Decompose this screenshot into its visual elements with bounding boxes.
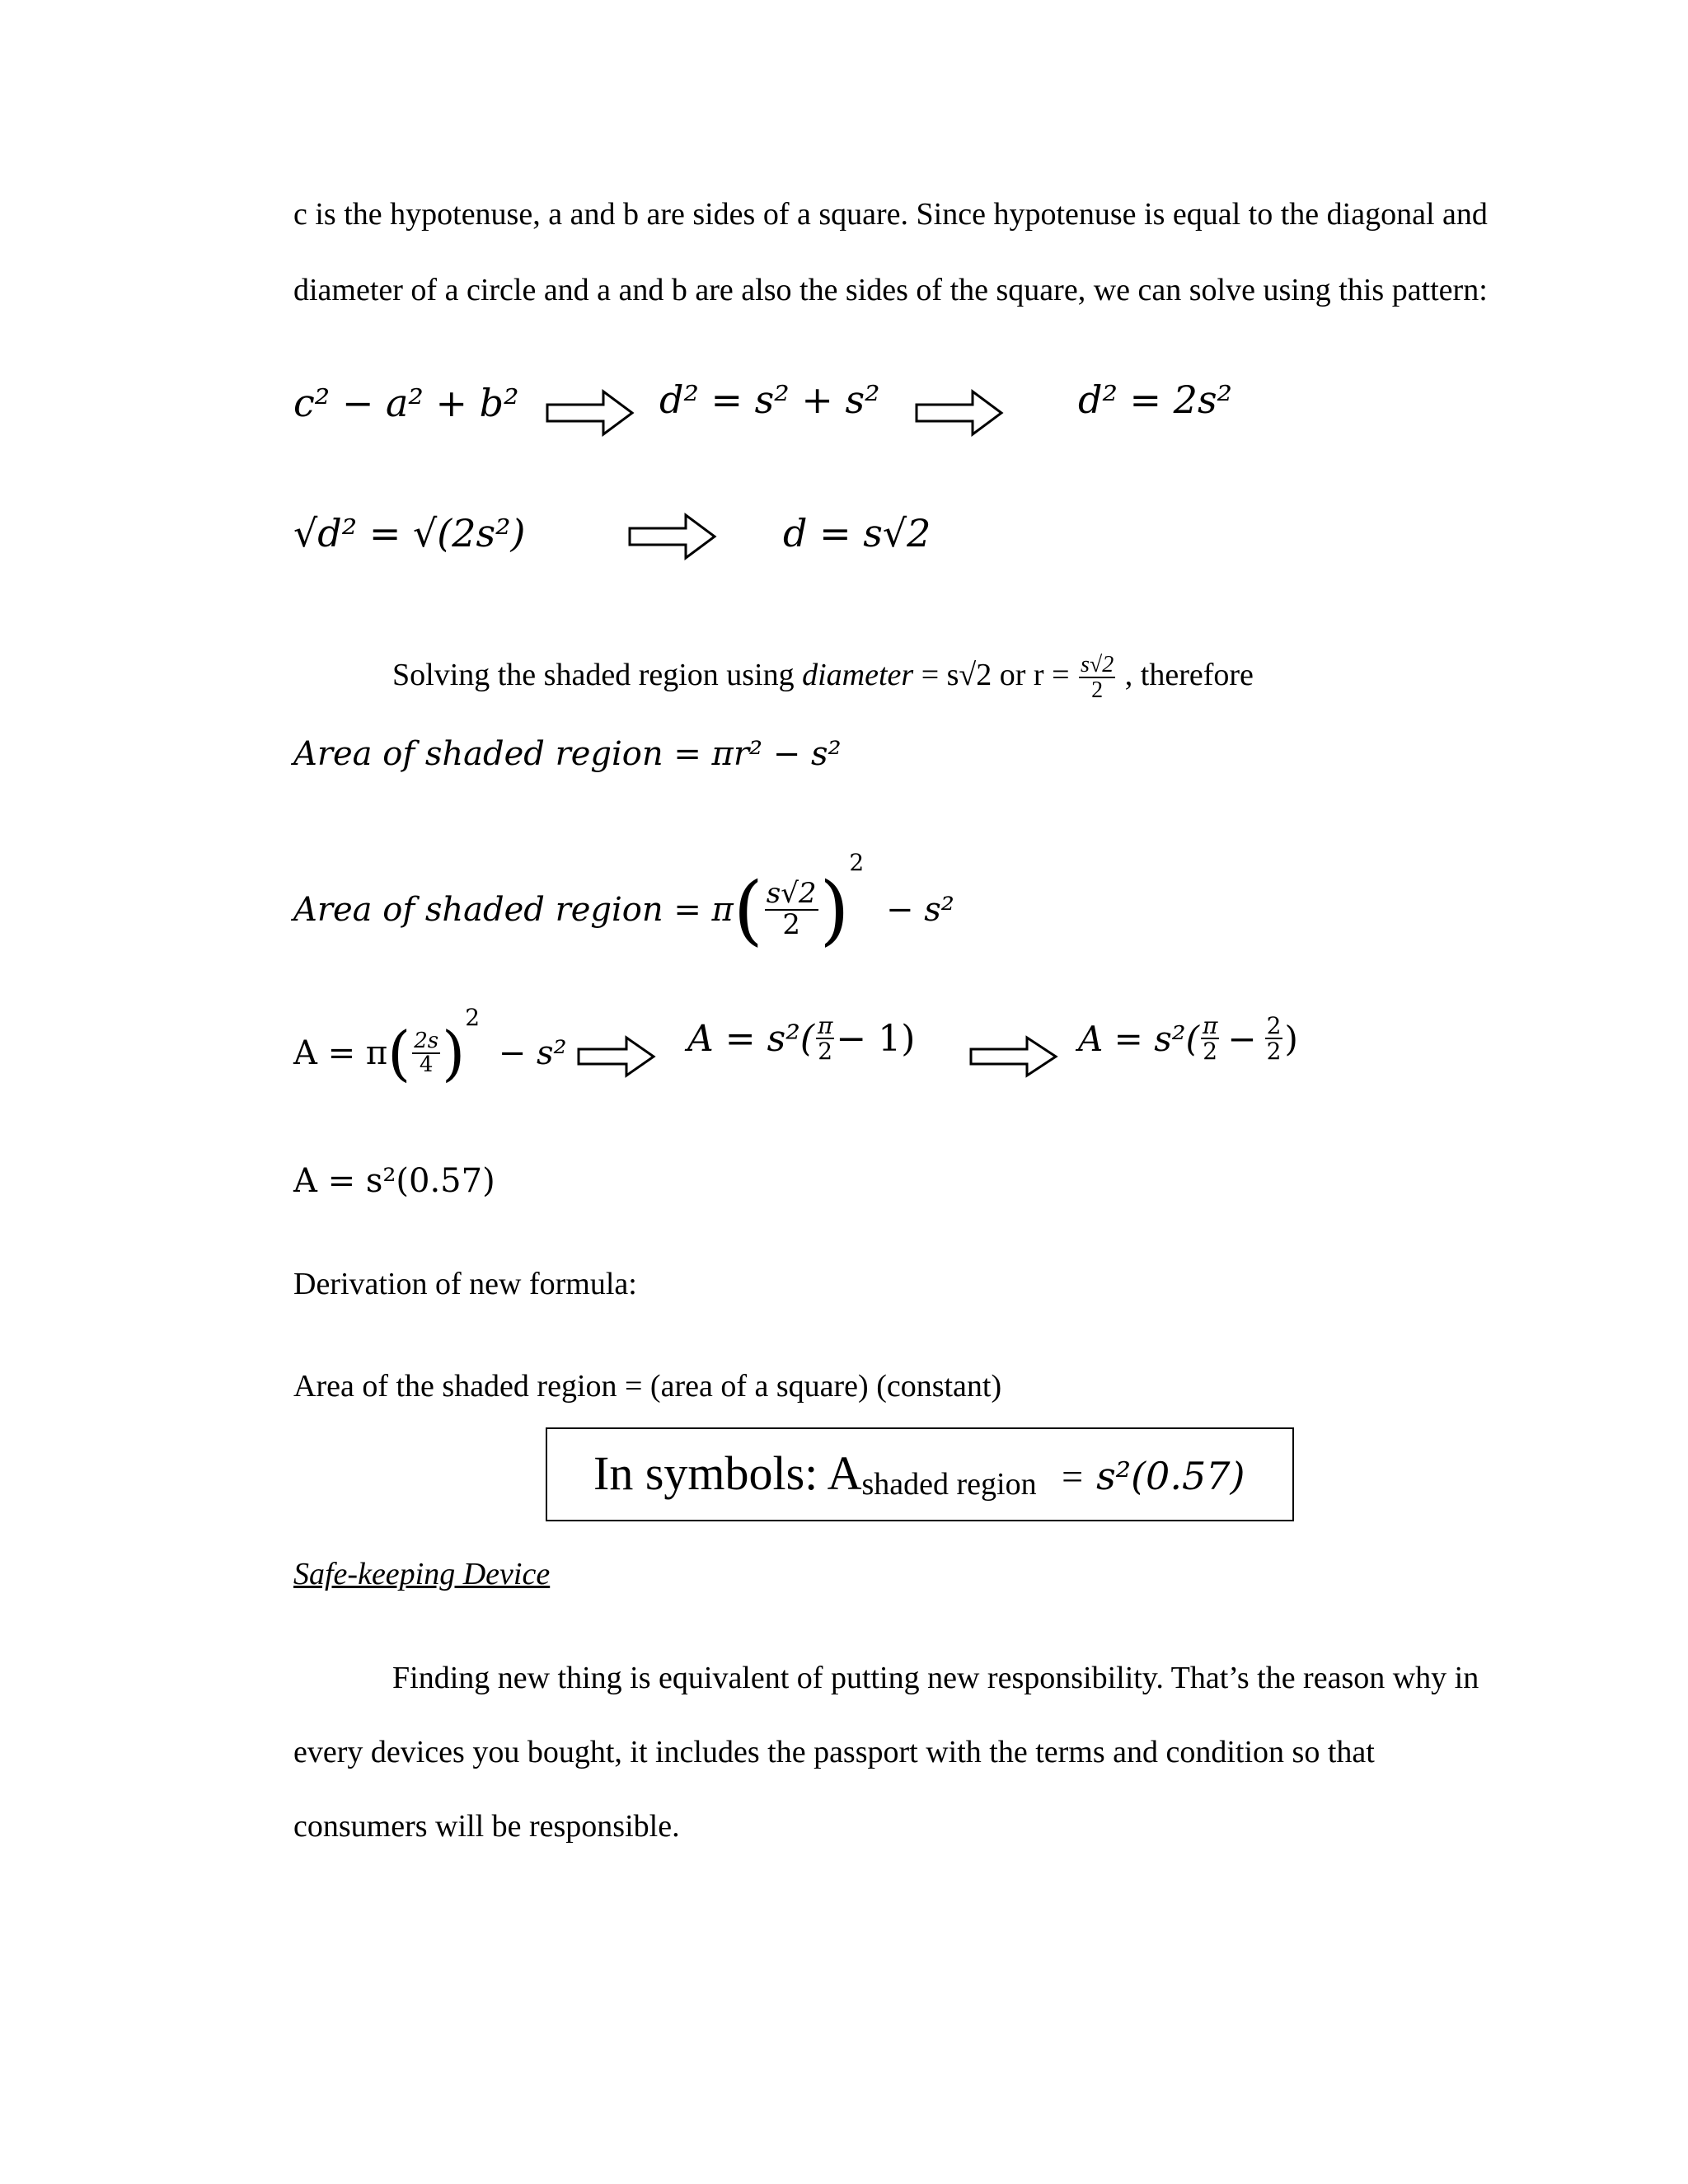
area-step-1: A = π( $\frac{2s}{4}$ )$^2$ − s² <box>293 1004 567 1088</box>
paragraph-line: Finding new thing is equivalent of putting new responsibility. That’s the reason why in <box>392 1661 1479 1695</box>
solving-diameter-word: diameter <box>802 658 914 693</box>
equation-pythagorean: c² − a² + b² <box>293 381 519 425</box>
solving-suffix: , therefore <box>1117 658 1254 693</box>
paragraph-line: c is the hypotenuse, a and b are sides of a square. Since hypotenuse is equal to the diagonal and <box>293 197 1488 232</box>
boxed-formula-text: In symbols: $A_{shaded region} = s^2(0.57)$ <box>593 1446 1245 1502</box>
solving-mid: = s√2 or r = <box>913 658 1078 693</box>
equation-diagonal-simplified: d² = 2s² <box>1078 377 1232 422</box>
equation-diagonal: d² = s² + s² <box>659 377 880 422</box>
implies-arrow-icon <box>969 1035 1058 1078</box>
area-result: A = s²(0.57) <box>293 1162 495 1200</box>
area-step-2: A = s²( $\frac{\pi}{2}$ − 1) <box>687 1012 916 1066</box>
area-formula-substituted: Area of shaded region = π( $\frac{s√2}{2}$ )$^2$ − s² <box>293 849 954 954</box>
paragraph-line: diameter of a circle and a and b are also the sides of the square, we can solve using this pattern: <box>293 273 1488 307</box>
implies-arrow-icon <box>915 389 1004 437</box>
implies-arrow-icon <box>628 513 717 560</box>
area-step-3: A = s²( $\frac{\pi}{2}$ − $\frac{2}{2}$ ) <box>1078 1012 1298 1066</box>
area-formula-words: Area of the shaded region = (area of a square) (constant) <box>293 1369 1002 1404</box>
derivation-heading: Derivation of new formula: <box>293 1267 637 1301</box>
paragraph-line: every devices you bought, it includes the passport with the terms and condition so that <box>293 1735 1375 1769</box>
area-formula: Area of shaded region = πr² − s² <box>293 735 842 773</box>
radius-fraction: $\frac{s√2}{2}$ <box>1081 652 1114 704</box>
solving-prefix: Solving the shaded region using <box>392 658 803 693</box>
implies-arrow-icon <box>546 389 635 437</box>
section-heading: Safe-keeping Device <box>293 1557 551 1591</box>
equation-diameter: d = s√2 <box>783 511 931 555</box>
paragraph-line: consumers will be responsible. <box>293 1809 680 1844</box>
equation-square-root: √d² = √(2s²) <box>293 511 526 555</box>
solving-line <box>392 653 1254 703</box>
boxed-formula <box>546 1427 1294 1521</box>
implies-arrow-icon <box>577 1035 656 1078</box>
